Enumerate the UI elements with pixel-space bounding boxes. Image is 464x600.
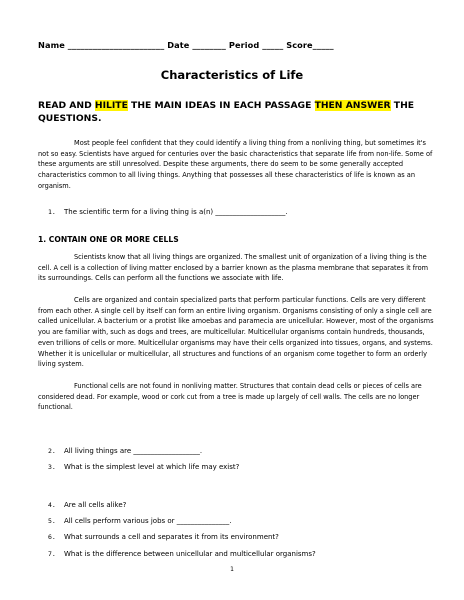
question-5 [48, 516, 232, 526]
question-number: 1. [48, 208, 56, 216]
question-4 [48, 500, 126, 510]
question-number: 6. [48, 533, 56, 541]
question-text: The scientific term for a living thing is a(n) ____________________. [64, 208, 288, 216]
paragraph-text: Scientists know that all living things are organized. The smallest unit of organization of a living thing is the cell. A cell is a collection of living matter enclosed by a barrier known as the plasma membrane that separates it from its surroundings. Cells can perform all the functions we associate with life. [38, 253, 429, 283]
question-number: 5. [48, 517, 56, 525]
question-1 [48, 207, 288, 217]
paragraph-cells-3 [38, 381, 434, 413]
question-text: All living things are ___________________. [64, 447, 203, 455]
question-2 [48, 446, 202, 456]
question-text: What is the simplest level at which life may exist? [64, 463, 240, 471]
question-number: 4. [48, 501, 56, 509]
instructions-then-answer: THEN ANSWER [314, 100, 391, 111]
instructions-part2: THE MAIN IDEAS IN EACH PASSAGE [127, 100, 315, 111]
page-title: Characteristics of Life [160, 68, 304, 82]
question-number: 2. [48, 447, 56, 455]
question-3 [48, 462, 239, 472]
question-text: Are all cells alike? [64, 501, 127, 509]
question-text: What surrounds a cell and separates it from its environment? [64, 533, 279, 541]
paragraph-text: Cells are organized and contain specialized parts that perform particular functions. Cells are very different from each other. A single cell by itself can form an entire living organism. Organisms consisting of only a single cell are called unicellular. A bacterium or a protist like amoebas and paramecia are unicellular. However, most of the organisms you are familiar with, such as dogs and trees, are multicellular. Multicellular organisms contain hundreds, thousands, even trillions of cells or more. Multicellular organisms may have their cells organized into tissues, organs, and systems. Whether it is unicellular or multicellular, all structures and functions of an organism come together to form an orderly living system. [38, 296, 434, 369]
page-number: 1 [230, 566, 234, 573]
intro-paragraph [38, 138, 434, 192]
question-text: All cells perform various jobs or _______________. [64, 517, 232, 525]
instructions-hilite: HILITE [94, 100, 128, 111]
student-info-header: Name _______________________ Date ________ Period _____ Score_____ [38, 40, 334, 50]
instructions-part3: THE QUESTIONS. [38, 100, 415, 124]
question-6 [48, 532, 279, 542]
instructions-part1: READ AND [38, 100, 95, 111]
paragraph-cells-1 [38, 252, 434, 284]
intro-text: Most people feel confident that they could identify a living thing from a nonliving thing, but sometimes it's not so easy. Scientists have argued for centuries over the basic characteristics that separate life from non-life. Some of these arguments are still unresolved. Despite these arguments, there do seem to be some generally accepted characteristics common to all living things. Anything that possesses all these characteristics of life is known as an organism. [38, 139, 433, 190]
instructions [38, 99, 430, 125]
paragraph-text: Functional cells are not found in nonliving matter. Structures that contain dead cells or pieces of cells are considered dead. For example, wood or cork cut from a tree is made up largely of cell walls. The cells are no longer functional. [38, 382, 422, 412]
section-heading-cells: 1. CONTAIN ONE OR MORE CELLS [38, 235, 179, 244]
question-number: 7. [48, 550, 56, 558]
paragraph-cells-2 [38, 295, 434, 370]
question-text: What is the difference between unicellular and multicellular organisms? [64, 550, 316, 558]
question-7 [48, 549, 316, 559]
question-number: 3. [48, 463, 56, 471]
